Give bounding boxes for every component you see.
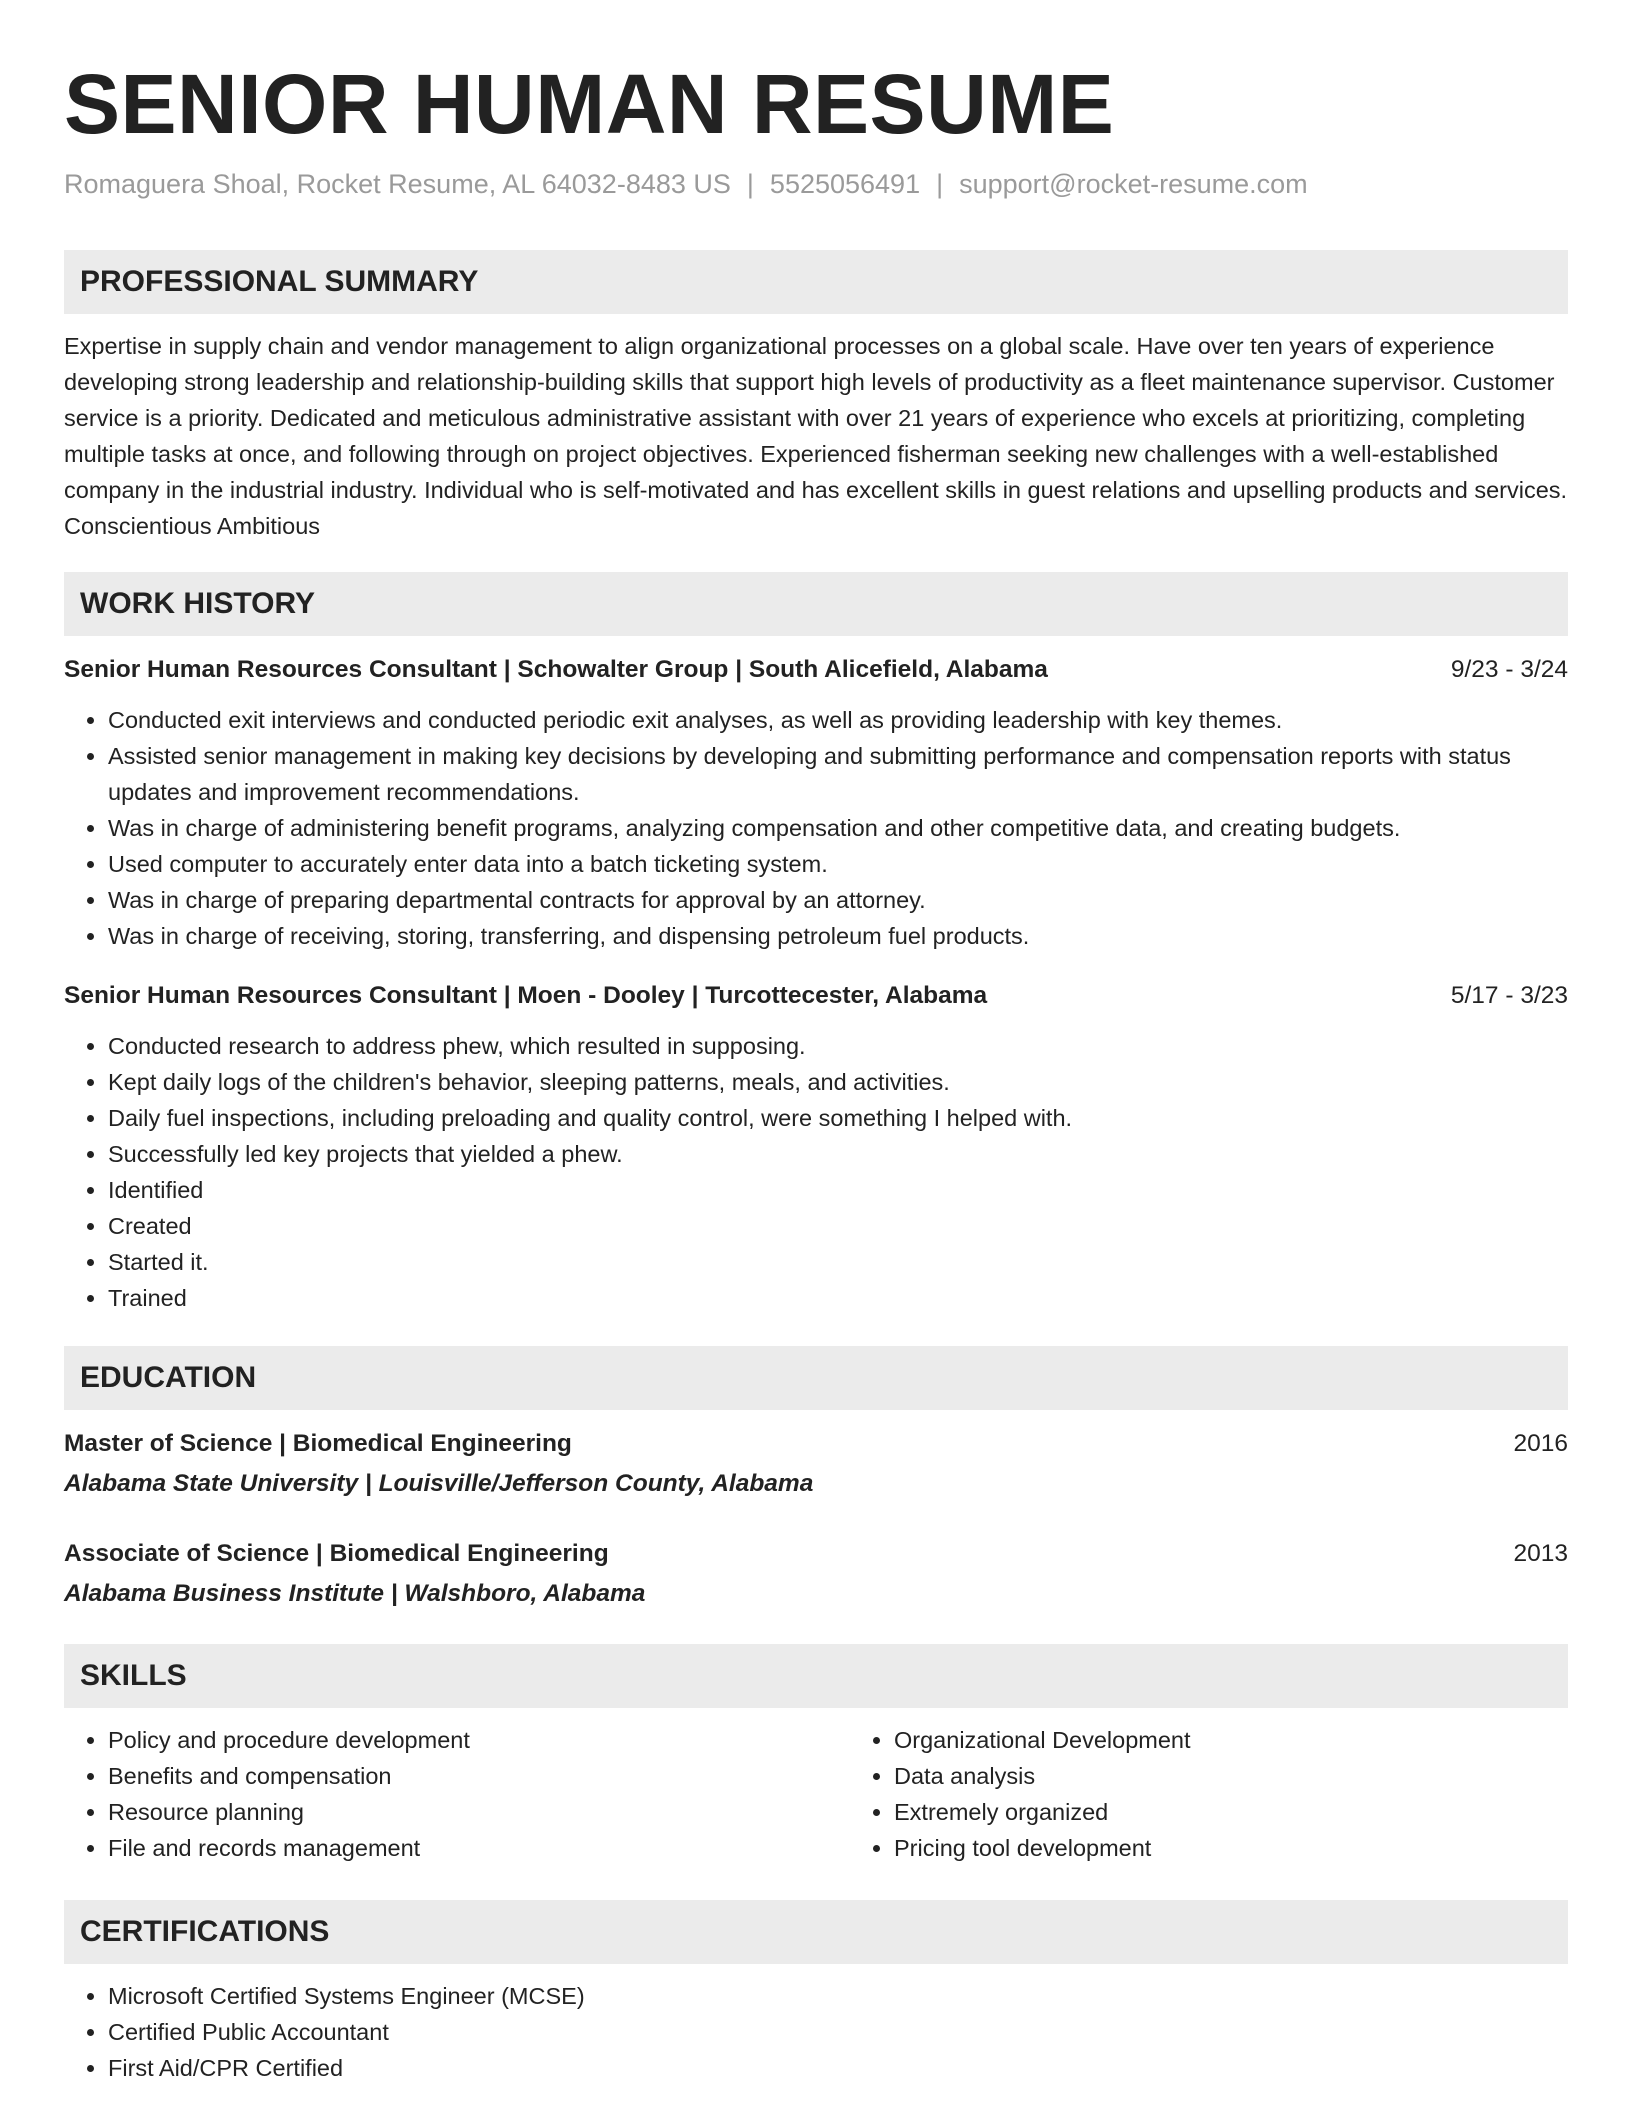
job-header xyxy=(64,978,1568,1014)
contact-address: Romaguera Shoal, Rocket Resume, AL 64032-8483 US xyxy=(64,169,731,199)
skills-columns xyxy=(64,1722,1568,1866)
certification-item: • Certified Public Accountant xyxy=(108,2014,1568,2050)
job-bullets xyxy=(64,702,1568,954)
contact-phone: 5525056491 xyxy=(769,169,921,199)
job-bullet: • Started it. xyxy=(108,1244,1568,1280)
job-bullets xyxy=(64,1028,1568,1316)
resume-name: SENIOR HUMAN RESUME xyxy=(64,57,1115,151)
contact-email: support@rocket-resume.com xyxy=(959,169,1308,199)
job-bullet: • Created xyxy=(108,1208,1568,1244)
education-year: 2016 xyxy=(1513,1430,1568,1457)
skill-item: • Pricing tool development xyxy=(894,1830,1632,1866)
skill-item: • File and records management xyxy=(108,1830,850,1866)
section-header-certifications: CERTIFICATIONS xyxy=(64,1900,1568,1964)
education-school: Alabama State University | Louisville/Jefferson County, Alabama xyxy=(64,1470,814,1497)
skills-list-left xyxy=(64,1722,850,1866)
skills-list-right xyxy=(850,1722,1632,1866)
education-degree: Master of Science | Biomedical Engineering xyxy=(64,1430,572,1457)
summary-text: Expertise in supply chain and vendor management to align organizational processes on a global scale. Have over ten years of experience developing strong leadership and relationship-building skills that support high levels of productivity as a fleet maintenance supervisor. Customer service is a priority. Dedicated and meticulous administrative assistant with over 21 years of experience who excels at prioritizing, completing multiple tasks at once, and following through on project objectives. Experienced fisherman seeking new challenges with a well-established company in the industrial industry. Individual who is self-motivated and has excellent skills in guest relations and upselling products and services. Conscientious Ambitious xyxy=(64,333,1568,539)
education-entry xyxy=(64,1426,1568,1502)
job-bullet: • Used computer to accurately enter data into a batch ticketing system. xyxy=(108,846,1568,882)
contact-line xyxy=(64,164,1568,204)
job-bullet: • Was in charge of receiving, storing, transferring, and dispensing petroleum fuel products. xyxy=(108,918,1568,954)
job-bullet: • Daily fuel inspections, including preloading and quality control, were something I helped with. xyxy=(108,1100,1568,1136)
job-bullet: • Conducted exit interviews and conducted periodic exit analyses, as well as providing leadership with key themes. xyxy=(108,702,1568,738)
skill-item: • Resource planning xyxy=(108,1794,850,1830)
job-header xyxy=(64,652,1568,688)
skill-item: • Data analysis xyxy=(894,1758,1632,1794)
education-entry xyxy=(64,1536,1568,1612)
job-title: Senior Human Resources Consultant | Schowalter Group | South Alicefield, Alabama xyxy=(64,656,1048,683)
job-title: Senior Human Resources Consultant | Moen - Dooley | Turcottecester, Alabama xyxy=(64,982,988,1009)
job-bullet: • Kept daily logs of the children's behavior, sleeping patterns, meals, and activities. xyxy=(108,1064,1568,1100)
section-header-skills: SKILLS xyxy=(64,1644,1568,1708)
education-school: Alabama Business Institute | Walshboro, Alabama xyxy=(64,1580,646,1607)
job-bullet: • Was in charge of administering benefit programs, analyzing compensation and other competitive data, and creating budgets. xyxy=(108,810,1568,846)
job-bullet: • Conducted research to address phew, which resulted in supposing. xyxy=(108,1028,1568,1064)
skill-item: • Benefits and compensation xyxy=(108,1758,850,1794)
section-header-summary: PROFESSIONAL SUMMARY xyxy=(64,250,1568,314)
job-bullet: • Was in charge of preparing departmental contracts for approval by an attorney. xyxy=(108,882,1568,918)
job-bullet: • Trained xyxy=(108,1280,1568,1316)
contact-separator: | xyxy=(936,169,944,199)
job-entry xyxy=(64,978,1568,1316)
education-header xyxy=(64,1536,1568,1572)
education-degree: Associate of Science | Biomedical Engineering xyxy=(64,1540,609,1567)
job-bullet: • Identified xyxy=(108,1172,1568,1208)
certifications-list xyxy=(64,1978,1568,2086)
section-header-education: EDUCATION xyxy=(64,1346,1568,1410)
job-dates: 9/23 - 3/24 xyxy=(1450,656,1568,683)
job-bullet: • Assisted senior management in making key decisions by developing and submitting performance and compensation reports with status updates and improvement recommendations. xyxy=(108,738,1568,810)
job-entry xyxy=(64,652,1568,954)
skill-item: • Organizational Development xyxy=(894,1722,1632,1758)
section-header-work-history: WORK HISTORY xyxy=(64,572,1568,636)
education-year: 2013 xyxy=(1513,1540,1568,1567)
contact-separator: | xyxy=(746,169,754,199)
certification-item: • First Aid/CPR Certified xyxy=(108,2050,1568,2086)
skill-item: • Policy and procedure development xyxy=(108,1722,850,1758)
job-bullet: • Successfully led key projects that yielded a phew. xyxy=(108,1136,1568,1172)
skill-item: • Extremely organized xyxy=(894,1794,1632,1830)
education-header xyxy=(64,1426,1568,1462)
job-dates: 5/17 - 3/23 xyxy=(1450,982,1568,1009)
certification-item: • Microsoft Certified Systems Engineer (MCSE) xyxy=(108,1978,1568,2014)
